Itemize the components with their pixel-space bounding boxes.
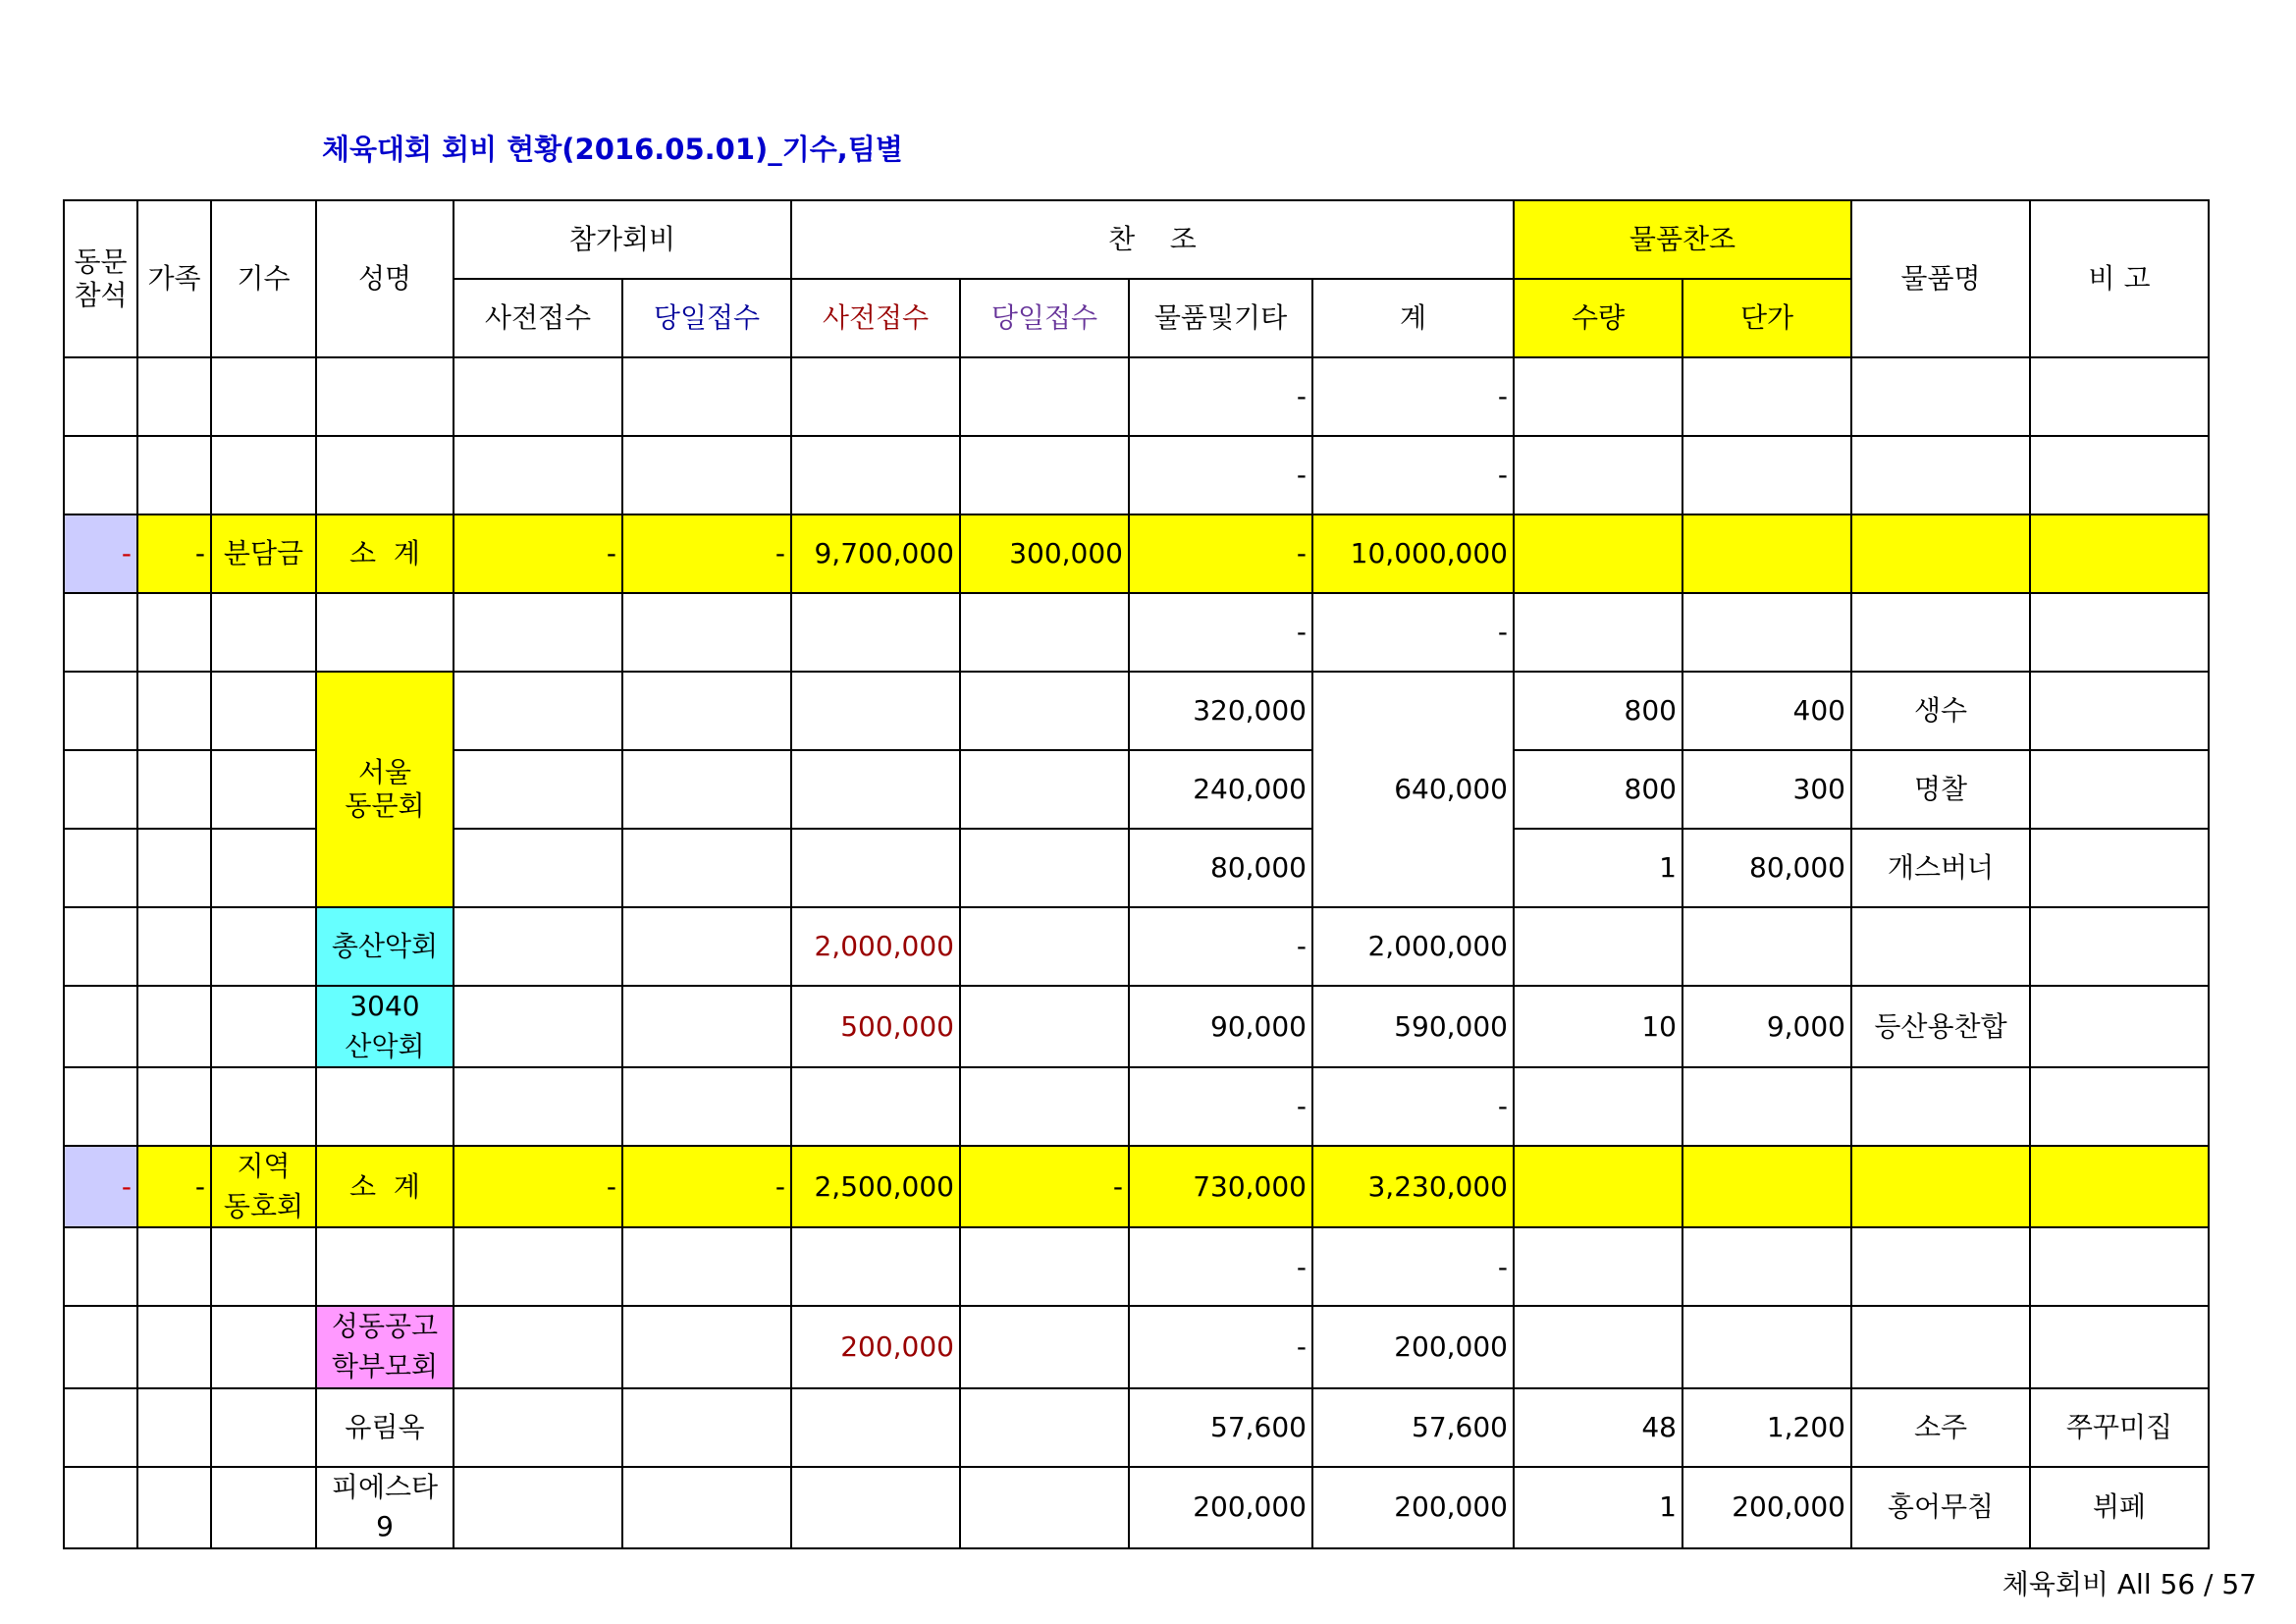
goods-etc-cell: 240,000 xyxy=(1129,750,1312,829)
qty-cell: 1 xyxy=(1514,1467,1682,1548)
fee-table xyxy=(63,199,2210,1549)
total-cell: 3,230,000 xyxy=(1312,1146,1514,1227)
goods-name-cell: 홍어무침 xyxy=(1851,1467,2030,1548)
price-cell: 300 xyxy=(1682,750,1851,829)
page-footer: 체육회비 All 56 / 57 xyxy=(2002,1568,2257,1600)
goods-price-header: 단가 xyxy=(1682,279,1851,357)
gisu-cell: 지역 동호회 xyxy=(211,1146,316,1227)
col-gisu-header: 기수 xyxy=(211,200,316,357)
sp-total-header: 계 xyxy=(1312,279,1514,357)
goods-name-cell: 생수 xyxy=(1851,672,2030,750)
goods-etc-cell: - xyxy=(1129,1227,1312,1306)
total-cell: 57,600 xyxy=(1312,1388,1514,1467)
sp-pre-cell: 9,700,000 xyxy=(791,514,960,593)
col-dongmun-header: 동문 참석 xyxy=(64,200,137,357)
goods-etc-cell: 730,000 xyxy=(1129,1146,1312,1227)
subtotal-row xyxy=(64,1146,2209,1227)
price-cell: 200,000 xyxy=(1682,1467,1851,1548)
table-row xyxy=(64,907,2209,986)
total-cell: 590,000 xyxy=(1312,986,1514,1067)
name-cell: 성동공고 학부모회 xyxy=(316,1306,454,1387)
table-row xyxy=(64,672,2209,750)
price-cell: 80,000 xyxy=(1682,829,1851,907)
fee-day-cell: - xyxy=(622,514,791,593)
fee-day-header: 당일접수 xyxy=(622,279,791,357)
col-note-header: 비 고 xyxy=(2030,200,2209,357)
qty-cell: 1 xyxy=(1514,829,1682,907)
goods-etc-cell: 90,000 xyxy=(1129,986,1312,1067)
price-cell: 1,200 xyxy=(1682,1388,1851,1467)
col-family-header: 가족 xyxy=(137,200,211,357)
sp-pre-cell: 2,500,000 xyxy=(791,1146,960,1227)
goods-etc-cell: - xyxy=(1129,436,1312,514)
note-cell: 뷔페 xyxy=(2030,1467,2209,1548)
dongmun-cell: - xyxy=(64,514,137,593)
table-row xyxy=(64,593,2209,672)
table-row xyxy=(64,1067,2209,1146)
group-goods-header: 물품찬조 xyxy=(1514,200,1851,279)
goods-etc-cell: - xyxy=(1129,907,1312,986)
gisu-cell: 분담금 xyxy=(211,514,316,593)
dongmun-cell: - xyxy=(64,1146,137,1227)
table-row xyxy=(64,986,2209,1067)
fee-pre-header: 사전접수 xyxy=(454,279,622,357)
page-title: 체육대회 회비 현황(2016.05.01)_기수,팀별 xyxy=(322,133,903,166)
name-cell: 서울 동문회 xyxy=(316,672,454,907)
goods-etc-cell: - xyxy=(1129,1306,1312,1387)
total-cell: - xyxy=(1312,1067,1514,1146)
sp-day-header: 당일접수 xyxy=(960,279,1129,357)
goods-etc-cell: - xyxy=(1129,357,1312,436)
total-cell: 200,000 xyxy=(1312,1306,1514,1387)
price-cell: 9,000 xyxy=(1682,986,1851,1067)
name-cell: 유림옥 xyxy=(316,1388,454,1467)
total-cell: 200,000 xyxy=(1312,1467,1514,1548)
sp-day-cell: - xyxy=(960,1146,1129,1227)
price-cell: 400 xyxy=(1682,672,1851,750)
qty-cell: 48 xyxy=(1514,1388,1682,1467)
goods-etc-cell: 320,000 xyxy=(1129,672,1312,750)
group-sponsor-header: 찬 조 xyxy=(791,200,1514,279)
total-cell: 640,000 xyxy=(1312,672,1514,907)
goods-etc-cell: - xyxy=(1129,593,1312,672)
total-cell: - xyxy=(1312,357,1514,436)
subtotal-row xyxy=(64,514,2209,593)
sp-goods-header: 물품및기타 xyxy=(1129,279,1312,357)
total-cell: - xyxy=(1312,436,1514,514)
col-goods-name-header: 물품명 xyxy=(1851,200,2030,357)
table-row xyxy=(64,357,2209,436)
name-cell: 소 계 xyxy=(316,1146,454,1227)
sp-pre-cell: 200,000 xyxy=(791,1306,960,1387)
goods-etc-cell: 57,600 xyxy=(1129,1388,1312,1467)
goods-name-cell: 명찰 xyxy=(1851,750,2030,829)
table-row xyxy=(64,1388,2209,1467)
fee-day-cell: - xyxy=(622,1146,791,1227)
name-cell: 소 계 xyxy=(316,514,454,593)
goods-etc-cell: - xyxy=(1129,1067,1312,1146)
name-cell: 피에스타 9 xyxy=(316,1467,454,1548)
qty-cell: 800 xyxy=(1514,672,1682,750)
goods-qty-header: 수량 xyxy=(1514,279,1682,357)
table-row xyxy=(64,1227,2209,1306)
goods-name-cell: 소주 xyxy=(1851,1388,2030,1467)
family-cell: - xyxy=(137,514,211,593)
fee-pre-cell: - xyxy=(454,514,622,593)
sp-pre-cell: 500,000 xyxy=(791,986,960,1067)
goods-name-cell: 등산용찬합 xyxy=(1851,986,2030,1067)
table-row xyxy=(64,1467,2209,1548)
total-cell: - xyxy=(1312,1227,1514,1306)
table-row xyxy=(64,436,2209,514)
qty-cell: 800 xyxy=(1514,750,1682,829)
sp-day-cell: 300,000 xyxy=(960,514,1129,593)
goods-etc-cell: 80,000 xyxy=(1129,829,1312,907)
total-cell: 10,000,000 xyxy=(1312,514,1514,593)
total-cell: 2,000,000 xyxy=(1312,907,1514,986)
table-row xyxy=(64,1306,2209,1387)
group-fee-header: 참가회비 xyxy=(454,200,791,279)
goods-etc-cell: 200,000 xyxy=(1129,1467,1312,1548)
note-cell: 쭈꾸미집 xyxy=(2030,1388,2209,1467)
qty-cell: 10 xyxy=(1514,986,1682,1067)
family-cell: - xyxy=(137,1146,211,1227)
goods-name-cell: 개스버너 xyxy=(1851,829,2030,907)
name-cell: 3040 산악회 xyxy=(316,986,454,1067)
sp-pre-cell: 2,000,000 xyxy=(791,907,960,986)
fee-pre-cell: - xyxy=(454,1146,622,1227)
name-cell: 총산악회 xyxy=(316,907,454,986)
col-name-header: 성명 xyxy=(316,200,454,357)
total-cell: - xyxy=(1312,593,1514,672)
goods-etc-cell: - xyxy=(1129,514,1312,593)
sp-pre-header: 사전접수 xyxy=(791,279,960,357)
